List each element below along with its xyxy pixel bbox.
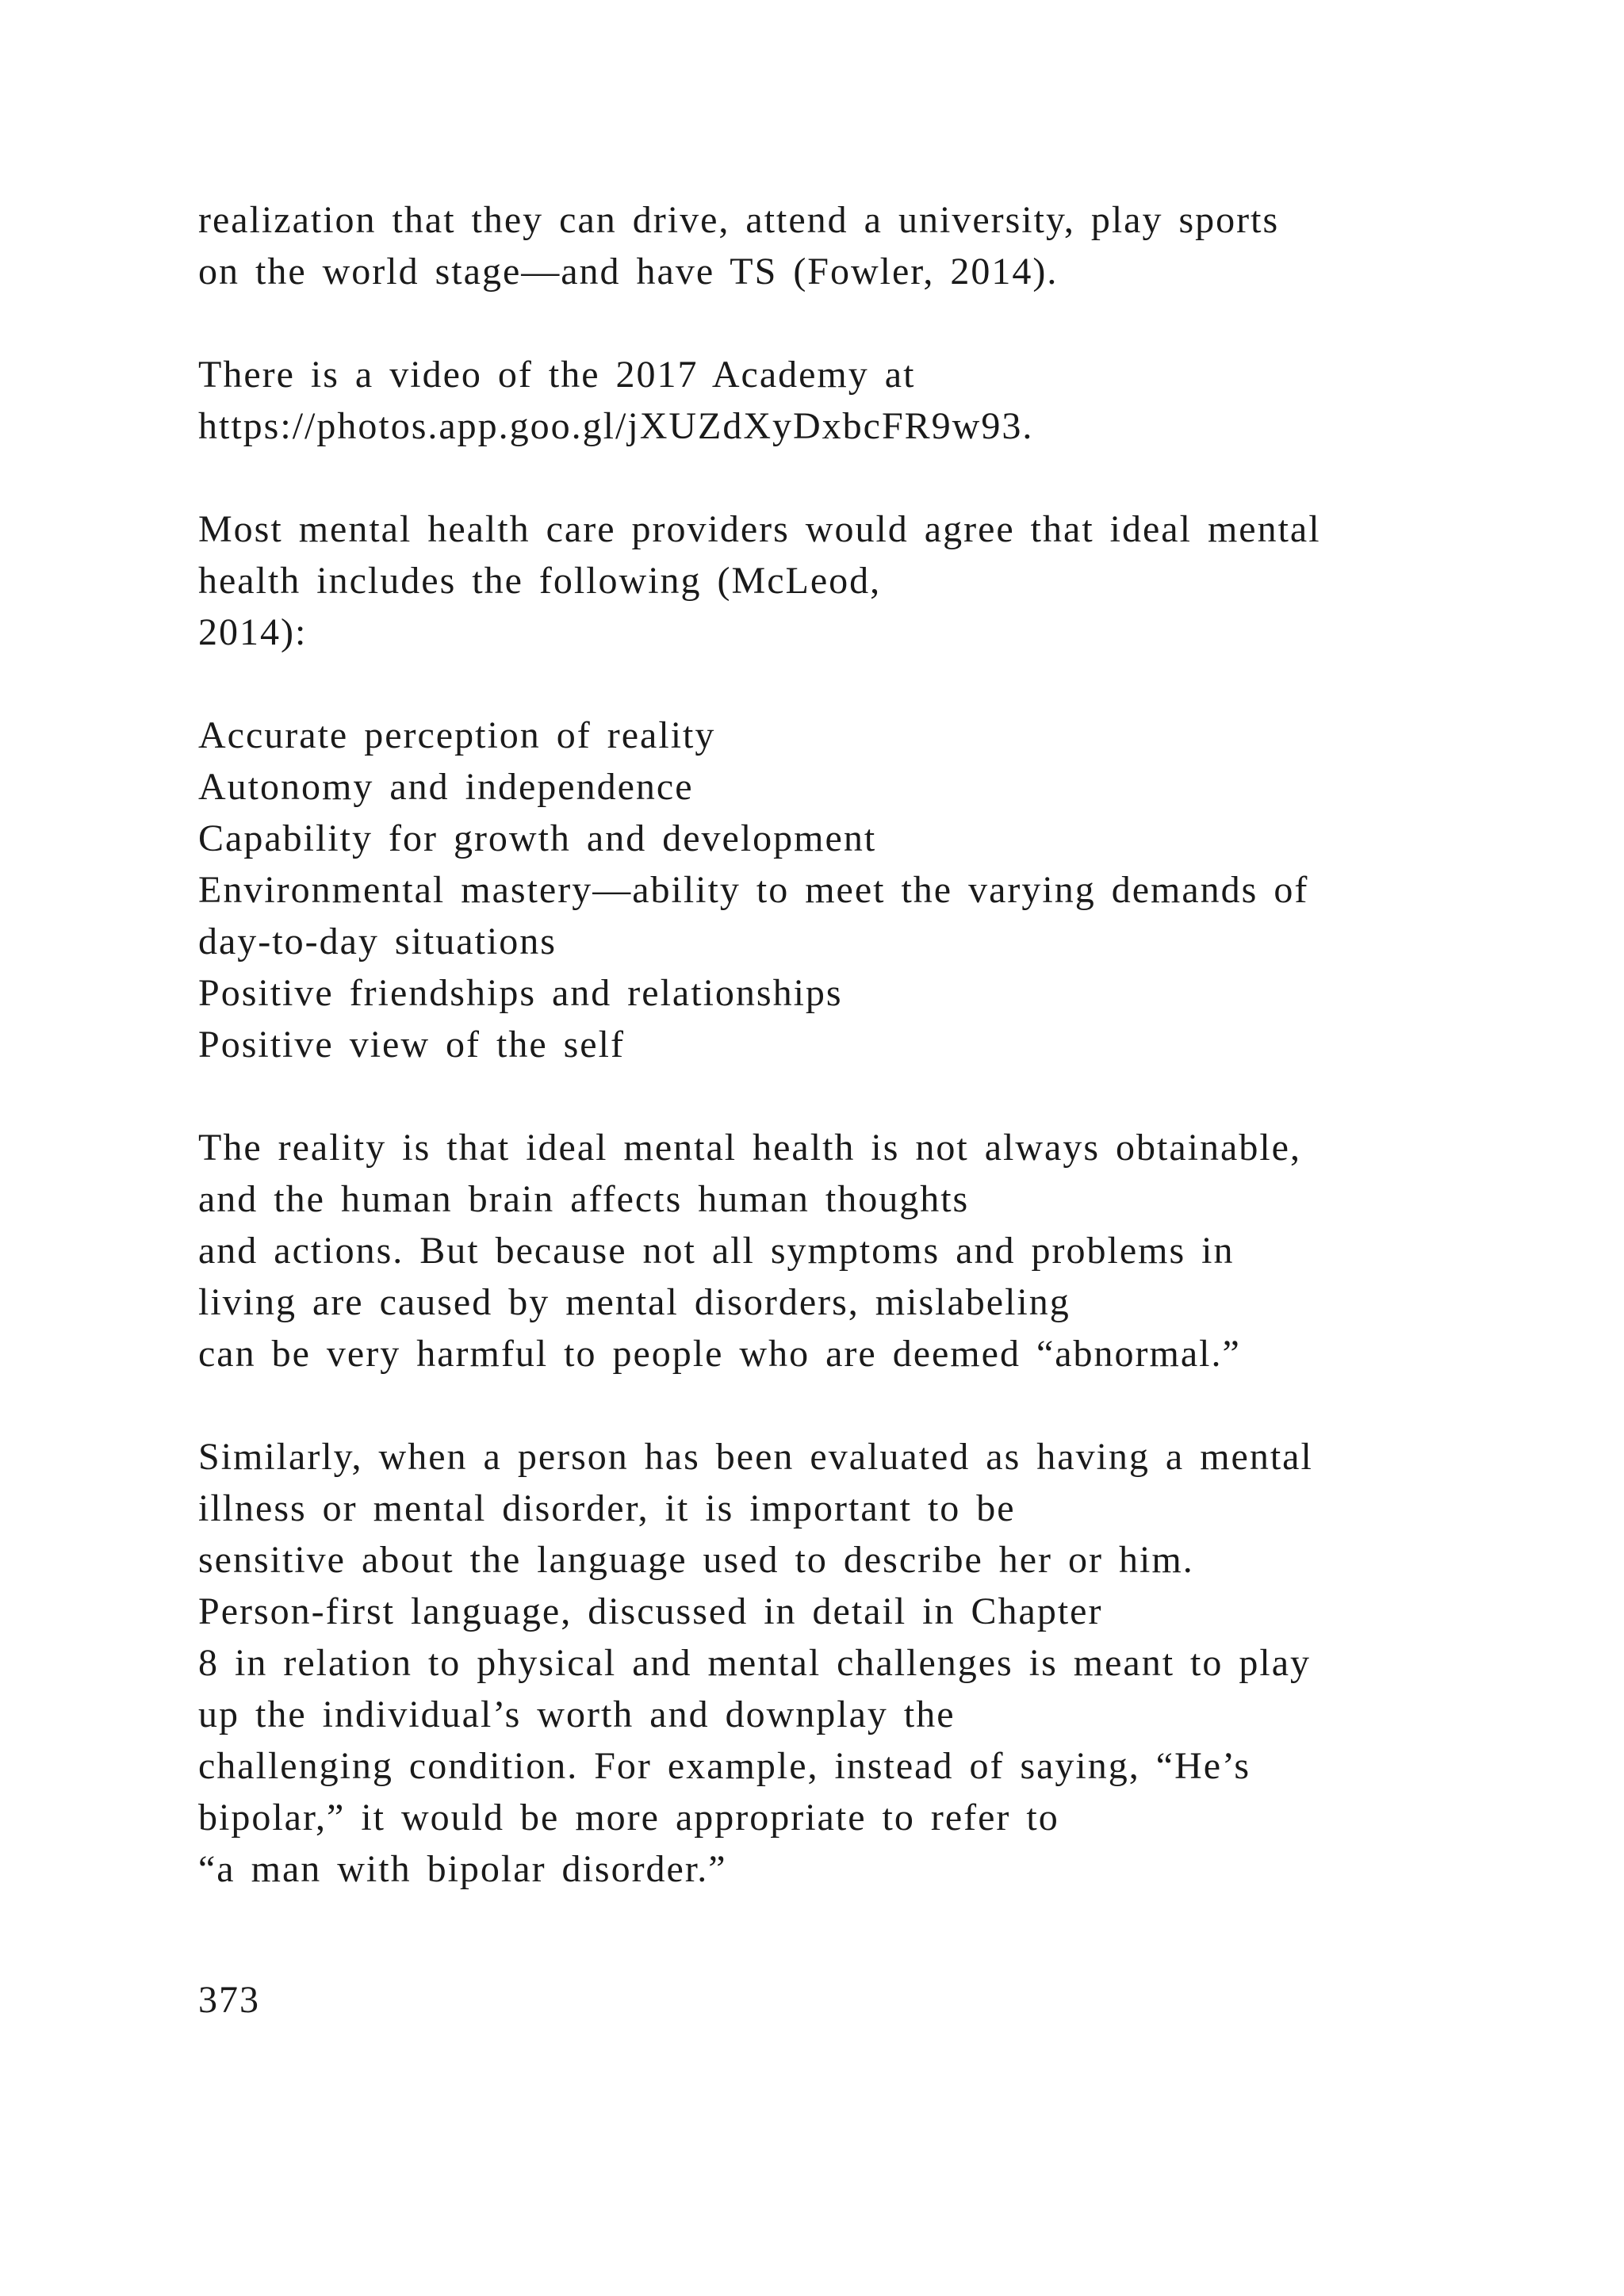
paragraph-ts-realization <box>198 194 1435 297</box>
list-item: Environmental mastery—ability to meet the varying demands of <box>198 869 1309 911</box>
paragraph-ideal-mental-health-intro <box>198 503 1435 658</box>
text-line: The reality is that ideal mental health is not always obtainable, <box>198 1127 1301 1169</box>
text-line: There is a video of the 2017 Academy at <box>198 354 916 396</box>
list-item: Capability for growth and development <box>198 817 877 859</box>
video-url-text: https://photos.app.goo.gl/jXUZdXyDxbcFR9w93. <box>198 405 1034 447</box>
page-number: 373 <box>198 1979 260 2021</box>
text-line: can be very harmful to people who are deemed “abnormal.” <box>198 1333 1241 1375</box>
text-line: 8 in relation to physical and mental challenges is meant to play <box>198 1642 1311 1684</box>
list-item: Autonomy and independence <box>198 766 694 808</box>
text-line: Person-first language, discussed in detail in Chapter <box>198 1590 1103 1632</box>
text-line: health includes the following (McLeod, <box>198 560 882 602</box>
text-line: bipolar,” it would be more appropriate to refer to <box>198 1797 1059 1839</box>
paragraph-reality <box>198 1122 1435 1380</box>
text-line: challenging condition. For example, instead of saying, “He’s <box>198 1745 1251 1787</box>
text-line: “a man with bipolar disorder.” <box>198 1848 727 1890</box>
text-line: 2014): <box>198 611 308 653</box>
text-line: and the human brain affects human thoughts <box>198 1178 970 1220</box>
text-line: Most mental health care providers would agree that ideal mental <box>198 508 1321 550</box>
text-line: living are caused by mental disorders, mislabeling <box>198 1281 1071 1323</box>
text-line: illness or mental disorder, it is important to be <box>198 1487 1016 1529</box>
list-item: Accurate perception of reality <box>198 714 716 756</box>
text-line: Similarly, when a person has been evaluated as having a mental <box>198 1436 1313 1478</box>
text-line: on the world stage—and have TS (Fowler, 2014). <box>198 251 1059 293</box>
list-item: Positive friendships and relationships <box>198 972 843 1014</box>
paragraph-video-link <box>198 349 1435 452</box>
text-line: and actions. But because not all symptoms and problems in <box>198 1230 1235 1272</box>
list-ideal-mental-health <box>198 710 1435 1070</box>
list-item: day-to-day situations <box>198 920 557 962</box>
text-line: realization that they can drive, attend a university, play sports <box>198 199 1280 241</box>
paragraph-person-first-language <box>198 1431 1435 1895</box>
text-line: sensitive about the language used to describe her or him. <box>198 1539 1194 1581</box>
list-item: Positive view of the self <box>198 1024 625 1066</box>
text-line: up the individual’s worth and downplay the <box>198 1693 956 1735</box>
page-body <box>198 194 1435 1946</box>
